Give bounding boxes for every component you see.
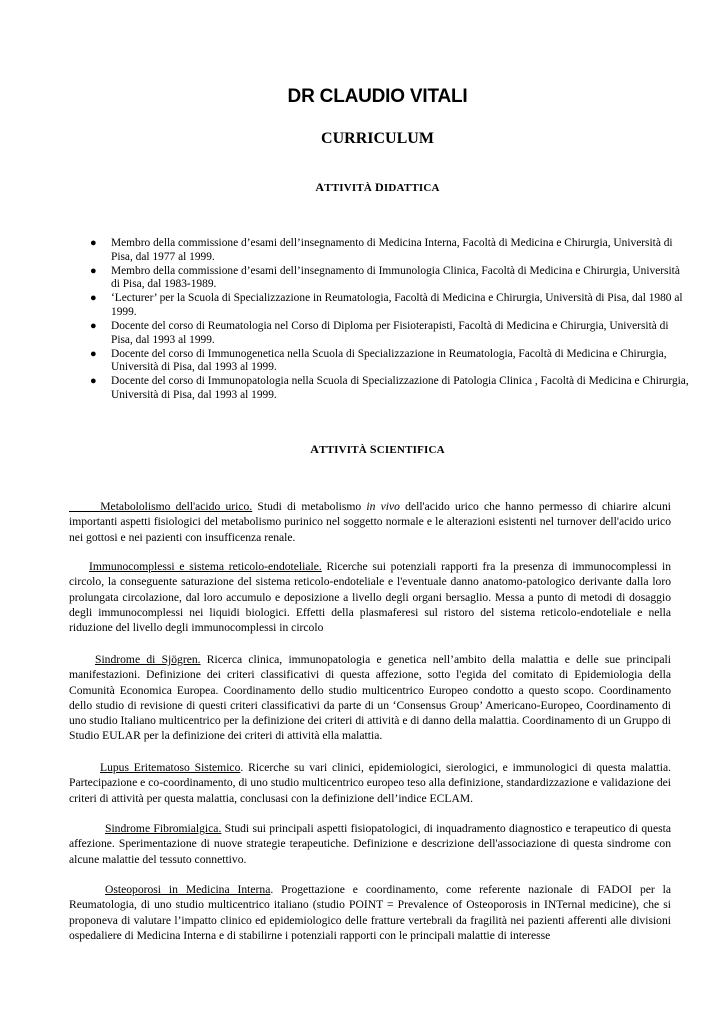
section-title-didattica — [0, 180, 725, 195]
list-item-text: Membro della commissione d’esami dell’insegnamento di Immunologia Clinica, Facoltà di Medicina e Chirurgia, Università di Pisa, dal 1983-1989. — [111, 264, 680, 291]
document-subtitle: CURRICULUM — [321, 130, 434, 147]
list-item — [90, 348, 690, 375]
paragraph-lead: Lupus Eritematoso Sistemico — [100, 761, 241, 774]
paragraph-text: Studi di metabolismo — [252, 500, 367, 513]
list-item — [90, 375, 690, 402]
paragraph-immunocomplessi — [69, 559, 671, 635]
paragraph-text: . Progettazione e coordinamento, come referente nazionale di FADOI per la Reumatologia, di uno studio multicentrico italiano (studio POINT = Prevalence of Osteoporosis in INTernal medicine), che si proponeva di valutare l’impatto clinico ed epidemiologico delle fratture vertebrali da fragilità nei pazienti afferenti alle divisioni ospedaliere di Medicina Interna e di stabilirne i potenziali rapporti con le principali malattie di interesse — [69, 883, 672, 942]
paragraph-lead: Metabololismo dell'acido urico. — [69, 500, 253, 513]
paragraph-lead: Immunocomplessi e sistema reticolo-endoteliale. — [89, 560, 322, 573]
didattica-list — [90, 237, 690, 403]
paragraph-text: . Ricerche su vari clinici, epidemiologici, sierologici, e immunologici di questa malattia. Partecipazione e co-coordinamento, di uno studio multicentrico europeo teso alla definizione, standardizzazione e validazione dei criteri di attività per questa malattia, conclusasi con la definizione dell’indice ECLAM. — [69, 761, 671, 805]
paragraph-text: dell'acido urico che hanno permesso di chiarire alcuni importanti aspetti fisiologici del metabolismo purinico nel soggetto normale e le alterazioni esistenti nel turnover dell'acido urico nei gottosi e nei pazienti con insufficenza renale. — [69, 500, 671, 544]
paragraph-acido-urico — [69, 499, 671, 545]
bullet-icon: ● — [90, 320, 97, 333]
author-name: DR CLAUDIO VITALI — [287, 86, 468, 107]
bullet-icon: ● — [90, 292, 97, 305]
paragraph-text: Ricerche sui potenziali rapporti fra la presenza di immunocomplessi in circolo, la conseguente saturazione del sistema reticolo-endoteliale e l'eventuale danno anatomo-patologico derivante dalla loro prolungata circolazione, dal loro accumulo e deposizione a livello degli organi bersaglio. Messa a punto di metodi di dosaggio degli immunocomplessi nei liquidi biologici. Effetti della plasmaferesi sul ristoro del sistema reticolo-endoteliale e nella riduzione del livello degli immunocomplessi in circolo — [69, 560, 671, 635]
list-item-text: ‘Lecturer’ per la Scuola di Specializzazione in Reumatologia, Facoltà di Medicina e Chirurgia, Università di Pisa, dal 1980 al 1999. — [111, 292, 683, 318]
section-title-initial: A — [315, 180, 325, 194]
bullet-icon: ● — [90, 237, 97, 249]
paragraph-text: Ricerca clinica, immunopatologia e genetica nell’ambito della malattia e delle sue principali manifestazioni. Definizione dei criteri classificativi di questa affezione, sotto l'egida del comitato di Epidemiologia della Comunità Economica Europea. Coordinamento dello studio multicentrico Europeo condotto a questo scopo. Coordinamento dello studio di revisione di questi criteri classificativi da parte di un ‘Consensus Group’ Americano-Europeo, Coordinamento di uno studio Italiano multicentrico per la definizione dei criteri di attività e di danno della malattia. Coordinamento di un Gruppo di Studio EULAR per la definizione dei criteri di attività ella malattia. — [69, 653, 671, 743]
paragraph-fibromialgica — [69, 821, 671, 867]
list-item-text: Docente del corso di Reumatologia nel Corso di Diploma per Fisioterapisti, Facoltà di Medicina e Chirurgia, Università di Pisa, dal 1993 al 1999. — [111, 320, 669, 346]
paragraph-osteoporosi — [69, 882, 671, 943]
paragraph-sjogren — [69, 652, 671, 744]
section-title-part: TTIVITÀ — [324, 182, 375, 194]
section-title-initial: A — [310, 442, 320, 456]
bullet-icon: ● — [90, 375, 97, 388]
paragraph-lead: Sindrome di Sjögren. — [95, 653, 201, 666]
bullet-icon: ● — [90, 264, 97, 277]
section-title-initial: D — [375, 180, 384, 194]
section-title-part: IDATTICA — [383, 182, 440, 194]
section-title-scientifica — [0, 442, 725, 457]
list-item-text: Docente del corso di Immunogenetica nella Scuola di Specializzazione in Reumatologia, Facoltà di Medicina e Chirurgia, Università di Pisa, dal 1993 al 1999. — [111, 347, 667, 374]
list-item-text: Docente del corso di Immunopatologia nella Scuola di Specializzazione di Patologia Clinica , Facoltà di Medicina e Chirurgia, Università di Pisa, dal 1993 al 1999. — [111, 375, 689, 402]
paragraph-lead: Sindrome Fibromialgica. — [105, 822, 222, 835]
list-item — [90, 292, 690, 319]
section-title-part: CIENTIFICA — [376, 444, 445, 456]
list-item — [90, 265, 690, 292]
paragraph-text: Studi sui principali aspetti fisiopatologici, di inquadramento diagnostico e terapeutico di questa affezione. Sperimentazione di nuove strategie terapeutiche. Definizione e descrizione dell'associazione di questa sindrome con alcune malattie del tessuto connettivo. — [69, 822, 671, 866]
bullet-icon: ● — [90, 347, 97, 360]
list-item — [90, 237, 690, 264]
paragraph-lead: Osteoporosi in Medicina Interna — [105, 883, 271, 896]
paragraph-lupus — [69, 760, 671, 806]
paragraph-italic: in vivo — [366, 500, 400, 513]
section-title-initial: S — [369, 442, 377, 456]
section-title-part: TTIVITÀ — [319, 444, 370, 456]
list-item — [90, 320, 690, 347]
list-item-text: Membro della commissione d’esami dell’insegnamento di Medicina Interna, Facoltà di Medicina e Chirurgia, Università di Pisa, dal 1977 al 1999. — [111, 237, 673, 263]
